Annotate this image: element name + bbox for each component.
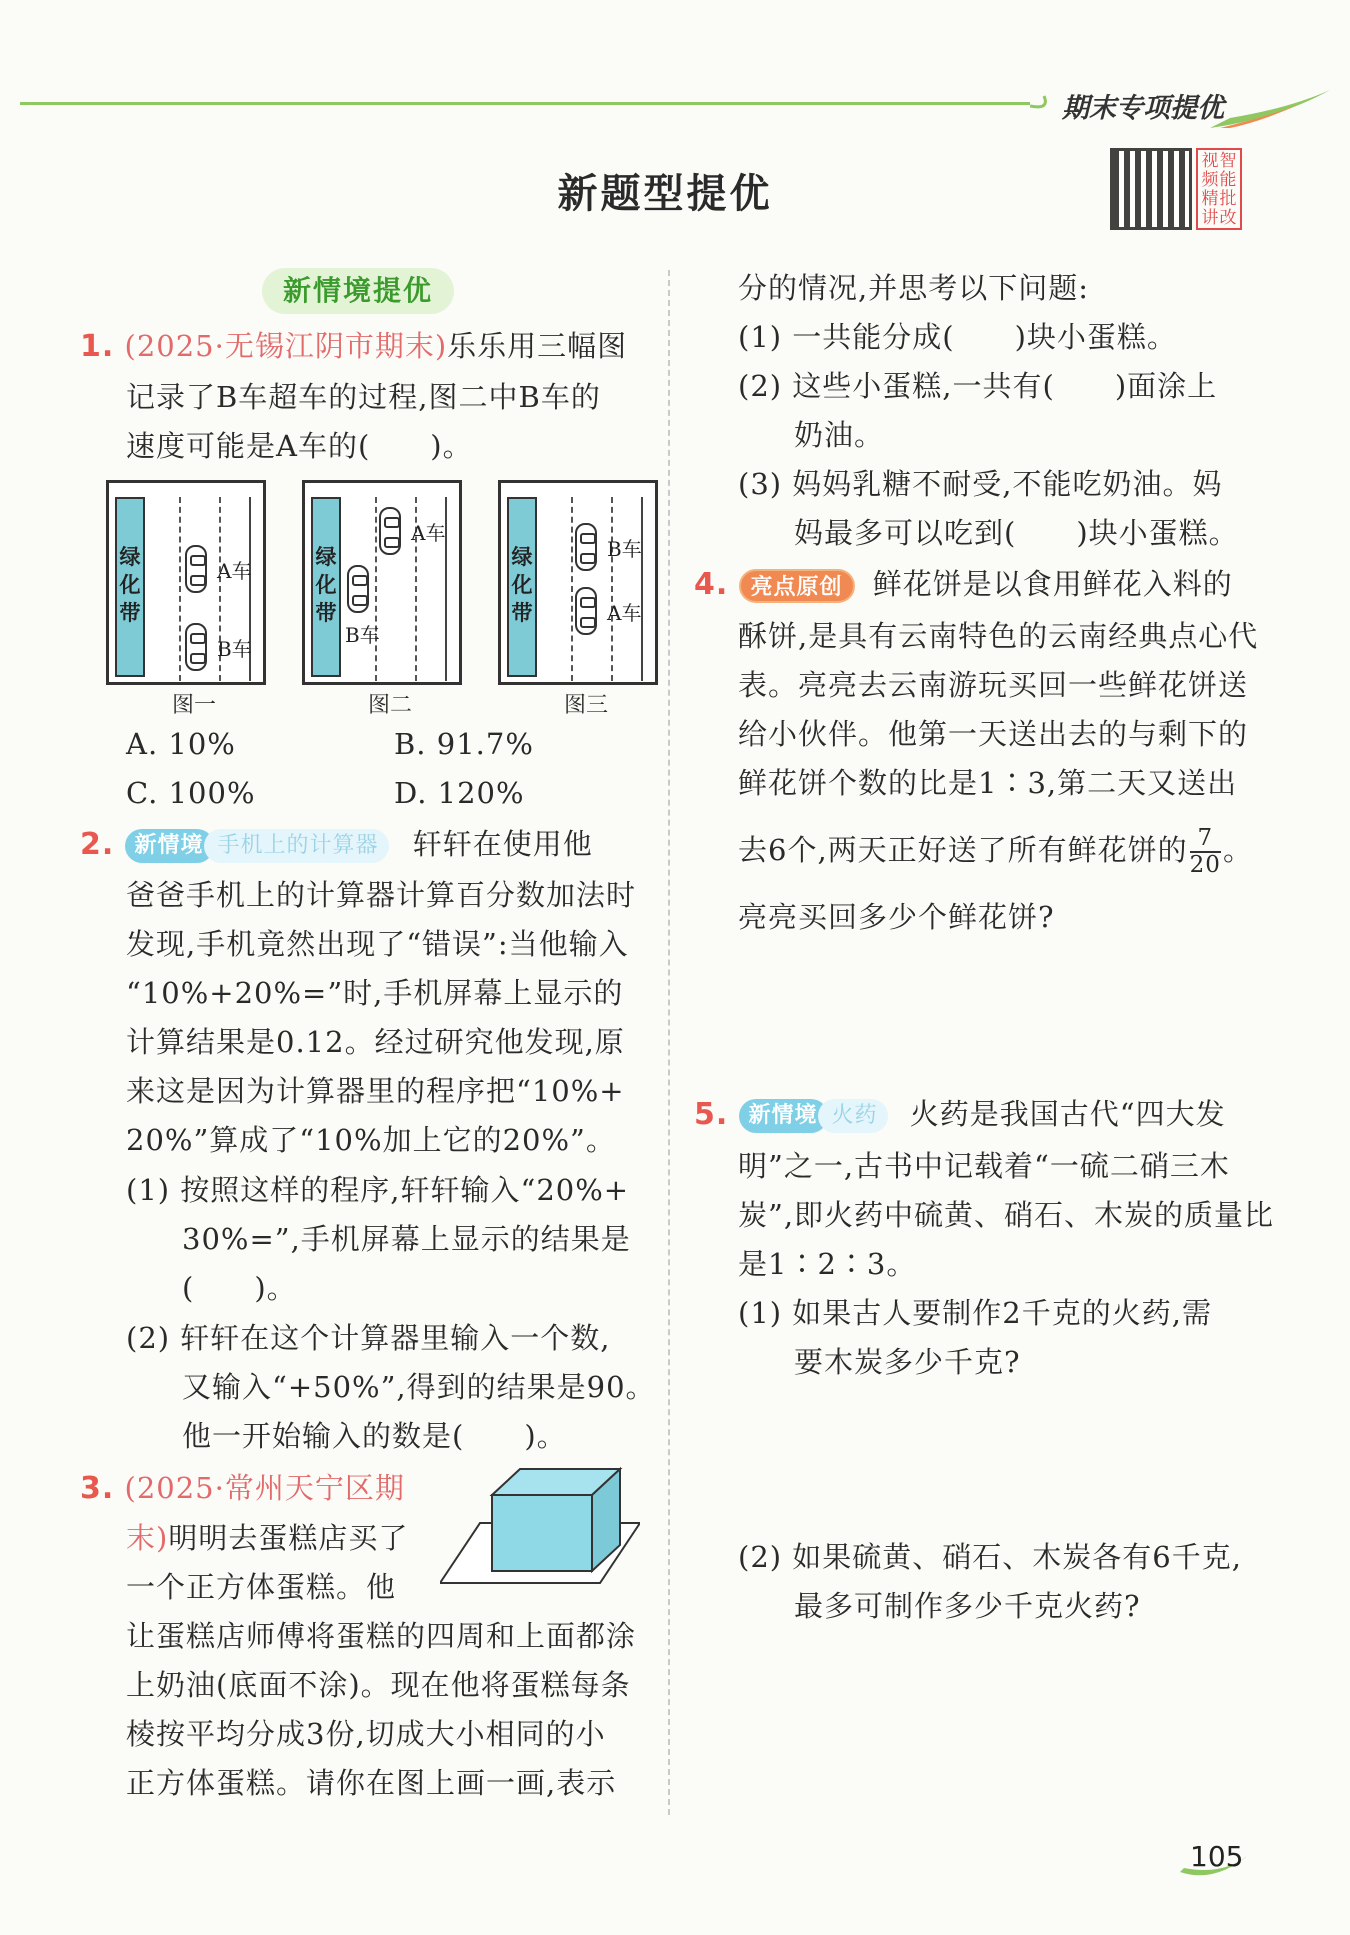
figure-caption: 图三: [564, 693, 609, 718]
car-b-label: B车: [345, 623, 380, 647]
question-text: 计算结果是0.12。经过研究他发现,原: [126, 1025, 625, 1059]
sub-question-text: 又输入“+50%”,得到的结果是90。: [182, 1370, 656, 1404]
lane-line: [571, 497, 573, 681]
sub-question-text: 要木炭多少千克?: [794, 1345, 1021, 1379]
question-text: 明明去蛋糕店买了: [168, 1521, 409, 1555]
figure-caption: 图二: [368, 693, 413, 718]
question-text: 上奶油(底面不涂)。现在他将蛋糕每条: [126, 1668, 631, 1702]
cube-cake-figure[interactable]: [440, 1465, 640, 1595]
new-context-tag: 新情境: [125, 829, 214, 863]
lane-line: [611, 497, 613, 681]
car-b-label: B车: [607, 537, 642, 561]
question-source: 末): [126, 1521, 169, 1555]
sub-question-text: 他一开始输入的数是( )。: [182, 1419, 567, 1453]
answer-area[interactable]: [738, 1640, 1258, 1800]
question-text: 鲜花饼个数的比是1∶3,第二天又送出: [738, 766, 1238, 800]
sub-question: (2) 这些小蛋糕,一共有( )面涂上: [738, 369, 1218, 403]
question-text: 分的情况,并思考以下问题:: [738, 271, 1089, 305]
context-subtag: 手机上的计算器: [204, 829, 389, 863]
qr-label: [1196, 148, 1242, 230]
figure-1: [106, 480, 266, 685]
car-a: [185, 545, 207, 593]
sub-question-text: 最多可制作多少千克火药?: [794, 1589, 1141, 1623]
figure-3: [498, 480, 658, 685]
sub-question: (3) 妈妈乳糖不耐受,不能吃奶油。妈: [738, 467, 1223, 501]
option-d[interactable]: D. 120%: [394, 776, 525, 810]
car-a-label: A车: [217, 559, 252, 583]
qr-label-char: 智: [1219, 151, 1237, 171]
column-divider: [668, 270, 670, 1815]
question-text: 乐乐用三幅图: [447, 329, 628, 363]
qr-label-char: 改: [1219, 208, 1237, 228]
option-c[interactable]: C. 100%: [126, 776, 256, 810]
answer-blank[interactable]: ( )。: [182, 1271, 297, 1305]
question-text: 表。亮亮去云南游玩买回一些鲜花饼送: [738, 668, 1249, 702]
question-text: “10%+20%=”时,手机屏幕上显示的: [126, 976, 624, 1010]
question-number: 3.: [80, 1471, 115, 1506]
sub-question: (1) 按照这样的程序,轩轩输入“20%+: [126, 1173, 630, 1207]
question-text: 鲜花饼是以食用鲜花入料的: [872, 567, 1233, 601]
question-number: 5.: [694, 1097, 729, 1132]
sub-question: (1) 如果古人要制作2千克的火药,需: [738, 1296, 1212, 1330]
qr-label-char: 讲: [1201, 208, 1219, 228]
green-belt: 绿化带: [115, 497, 145, 677]
question-1: [80, 322, 650, 371]
page-number: 105: [1190, 1840, 1244, 1873]
question-text: 棱按平均分成3份,切成大小相同的小: [126, 1717, 606, 1751]
question-text: 发现,手机竟然出现了“错误”:当他输入: [126, 927, 629, 961]
answer-area[interactable]: [738, 950, 1258, 1070]
lane-line: [375, 497, 377, 681]
question-text: [738, 820, 1253, 880]
question-text: 轩轩在使用他: [412, 827, 593, 861]
sub-question: (1) 一共能分成( )块小蛋糕。: [738, 320, 1177, 354]
cube-front-face: [492, 1495, 592, 1571]
question-text: 亮亮买回多少个鲜花饼?: [738, 900, 1055, 934]
green-belt: 绿化带: [507, 497, 537, 677]
question-text: 去6个,两天正好送了所有鲜花饼的: [738, 833, 1188, 867]
car-a: [379, 507, 401, 555]
option-b[interactable]: B. 91.7%: [394, 727, 534, 761]
question-number: 2.: [80, 827, 115, 862]
question-text: 是1∶2∶3。: [738, 1247, 917, 1281]
question-text: 正方体蛋糕。请你在图上画一画,表示: [126, 1766, 617, 1800]
fraction: [1190, 826, 1221, 878]
car-a-label: A车: [607, 601, 642, 625]
car-a: [575, 587, 597, 635]
car-b: [185, 623, 207, 671]
question-text: 爸爸手机上的计算器计算百分数加法时: [126, 878, 637, 912]
question-text: 给小伙伴。他第一天送出去的与剩下的: [738, 717, 1249, 751]
new-context-tag: 新情境: [739, 1099, 828, 1133]
question-number: 1.: [80, 329, 115, 364]
qr-label-char: 精: [1201, 189, 1219, 209]
qr-label-char: 频: [1201, 170, 1219, 190]
sub-question-text: 30%=”,手机屏幕上显示的结果是: [182, 1222, 631, 1256]
lane-edge: [641, 497, 643, 681]
section-title: 期末专项提优: [1062, 93, 1224, 124]
question-text: 速度可能是A车的( )。: [126, 429, 473, 463]
question-source: (2025·常州天宁区期: [124, 1471, 405, 1505]
car-b: [575, 523, 597, 571]
question-text: 酥饼,是具有云南特色的云南经典点心代: [738, 619, 1259, 653]
car-b-label: B车: [217, 637, 252, 661]
green-belt: 绿化带: [311, 497, 341, 677]
question-4: [694, 560, 1254, 609]
sub-question-text: 妈最多可以吃到( )块小蛋糕。: [794, 516, 1239, 550]
question-3: [80, 1464, 405, 1513]
question-source: (2025·无锡江阴市期末): [124, 329, 448, 363]
qr-label-char: 批: [1219, 189, 1237, 209]
option-a[interactable]: A. 10%: [126, 727, 236, 761]
question-text: 明”之一,古书中记载着“一硫二硝三木: [738, 1149, 1230, 1183]
question-text: 一个正方体蛋糕。他: [126, 1570, 397, 1604]
question-text: 记录了B车超车的过程,图二中B车的: [126, 380, 601, 414]
question-text: 来这是因为计算器里的程序把“10%+: [126, 1074, 625, 1108]
question-number: 4.: [694, 567, 729, 602]
car-a-label: A车: [411, 521, 446, 545]
page-title: 新题型提优: [557, 170, 773, 217]
question-text: 火药是我国古代“四大发: [909, 1097, 1226, 1131]
qr-label-char: 视: [1201, 151, 1219, 171]
sub-question: (2) 如果硫黄、硝石、木炭各有6千克,: [738, 1540, 1242, 1574]
question-5: [694, 1090, 1264, 1139]
lane-line: [179, 497, 181, 681]
question-text: 。: [1222, 833, 1253, 867]
car-b: [347, 565, 369, 613]
question-text: 20%”算成了“10%加上它的20%”。: [126, 1123, 616, 1157]
context-subtag: 火药: [818, 1099, 888, 1133]
figure-caption: 图一: [172, 693, 217, 718]
section-badge: 新情境提优: [262, 268, 454, 314]
question-text: [126, 1514, 408, 1563]
question-text: 让蛋糕店师傅将蛋糕的四周和上面都涂: [126, 1619, 637, 1653]
sub-question-text: 奶油。: [794, 418, 885, 452]
qr-code-icon[interactable]: [1110, 148, 1192, 230]
fraction-denominator: 20: [1189, 852, 1221, 878]
sub-question: (2) 轩轩在这个计算器里输入一个数,: [126, 1321, 611, 1355]
question-2: [80, 820, 660, 869]
header-rule: [20, 102, 1030, 105]
answer-area[interactable]: [738, 1395, 1258, 1525]
figure-2: [302, 480, 462, 685]
question-text: 炭”,即火药中硫黄、硝石、木炭的质量比: [738, 1198, 1275, 1232]
original-tag: 亮点原创: [739, 569, 855, 603]
qr-label-char: 能: [1219, 170, 1237, 190]
fraction-numerator: 7: [1190, 826, 1221, 853]
